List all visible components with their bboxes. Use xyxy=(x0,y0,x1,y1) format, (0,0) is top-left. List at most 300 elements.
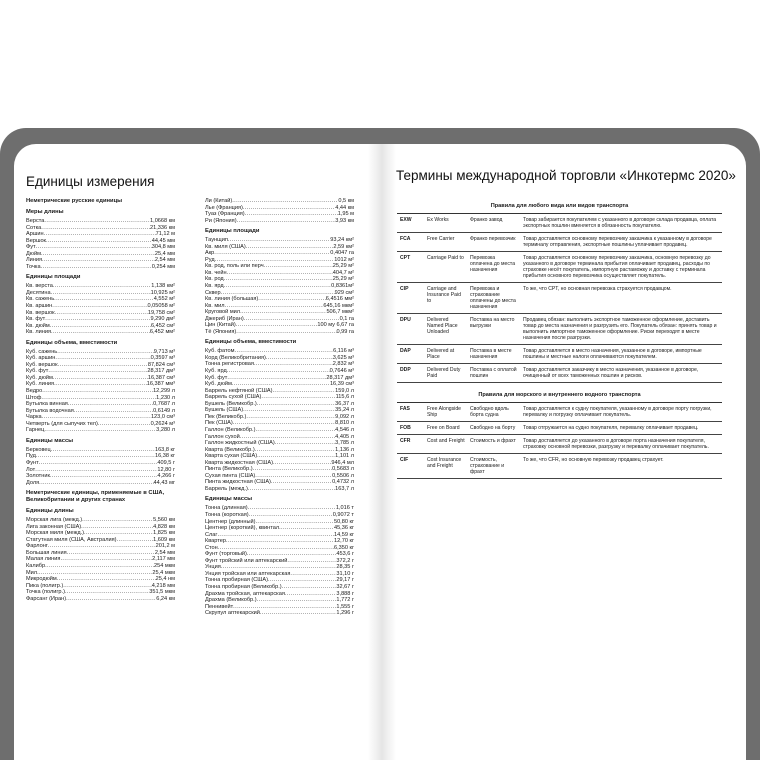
unit-name: Пеннивейт xyxy=(205,603,234,610)
incoterm-row xyxy=(397,233,722,252)
unit-name: Бутылка водочная xyxy=(26,407,74,414)
unit-name: Бушель (США) xyxy=(205,407,244,414)
unit-name: Куб. фатом xyxy=(205,348,235,355)
unit-value: 0,05058 м² xyxy=(147,303,175,310)
unit-value: 929 см² xyxy=(334,289,354,296)
unit-value: 2,54 мм xyxy=(154,549,175,556)
dot-leader xyxy=(260,610,337,617)
units-column-2 xyxy=(205,198,354,617)
unit-name: Куб. дюйм xyxy=(205,381,232,388)
incoterm-description: Товар доставляется основному перевозчику заказчика к указанному в договоре терминалу отправления, экспортные пошлины уплачивает продавец. xyxy=(523,236,712,248)
unit-name: Фунт тройский или аптекарский xyxy=(205,557,288,564)
incoterm-russian-name: Свободно на борту xyxy=(470,425,516,431)
unit-value: 6,350 кг xyxy=(333,544,354,551)
incoterm-russian-name: Франко перевозчик xyxy=(470,236,516,242)
unit-name: Кв. род xyxy=(205,276,224,283)
unit-name: Кв. ярд xyxy=(205,283,224,290)
unit-name: Кварта жидкостная (США) xyxy=(205,459,273,466)
unit-value: 0,5506 л xyxy=(332,472,354,479)
incoterms-group-heading: Правила для морского и внутреннего водного транспорта xyxy=(397,389,722,403)
unit-value: 304,8 мм xyxy=(151,244,175,251)
unit-value: 4,552 м² xyxy=(153,296,175,303)
unit-name: Четверть (для сыпучих тел) xyxy=(26,420,98,427)
subsection-heading: Единицы массы xyxy=(205,496,253,503)
unit-value: 2,54 мм xyxy=(154,257,175,264)
unit-name: Тонна пробирная (Великобр.) xyxy=(205,583,282,590)
incoterm-row xyxy=(397,364,722,383)
unit-value: 44,45 мм xyxy=(151,237,175,244)
subsection-heading: Единицы массы xyxy=(26,437,74,444)
unit-value: 0,4732 л xyxy=(332,479,354,486)
unit-name: Центнер (короткий), квинтал xyxy=(205,525,280,532)
unit-value: 3,625 м³ xyxy=(332,354,354,361)
unit-value: 4,218 мм xyxy=(151,582,175,589)
incoterm-english-name: Delivered at Place xyxy=(427,348,455,360)
unit-row xyxy=(26,596,175,603)
unit-value: 28,317 дм³ xyxy=(326,374,354,381)
unit-name: Сухая пинта (США) xyxy=(205,472,256,479)
unit-name: Фарсанг (Иран) xyxy=(26,595,67,602)
unit-name: Таунщип xyxy=(205,237,228,244)
unit-value: 0,4047 га xyxy=(330,250,354,257)
unit-value: 506,7 мкм² xyxy=(326,309,354,316)
unit-name: Туаз (Франция) xyxy=(205,211,245,218)
unit-name: Скрупул аптекарский xyxy=(205,610,260,617)
unit-value: 254 мкм xyxy=(153,562,175,569)
unit-value: 201,2 м xyxy=(155,543,175,550)
unit-name: Слаг xyxy=(205,531,218,538)
unit-value: 1,230 л xyxy=(156,394,175,401)
subsection-heading: Меры длины xyxy=(26,209,64,215)
incoterm-description: Товар отгружается на судно покупателя, перевалку оплачивает продавец. xyxy=(523,425,699,431)
unit-value: 0,9072 т xyxy=(332,511,354,518)
incoterm-code: CIP xyxy=(400,286,409,292)
units-column-1 xyxy=(26,198,175,602)
dot-leader xyxy=(51,329,150,336)
incoterm-description: Товар доставляется в место назначения, указанное в договоре, импортные пошлины и местные налоги оплачиваются покупателем. xyxy=(523,348,702,360)
unit-row xyxy=(205,486,354,493)
unit-name: Куб. вершок xyxy=(26,361,58,368)
unit-name: Кв. верста xyxy=(26,283,53,290)
unit-value: 2,832 м³ xyxy=(332,361,354,368)
unit-name: Куб. линия xyxy=(26,381,55,388)
unit-value: 1,555 г xyxy=(336,603,354,610)
incoterm-english-name: Carriage and Insurance Paid to xyxy=(427,286,461,304)
unit-name: Кв. род, поль или перч xyxy=(205,263,264,270)
incoterm-english-name: Cost and Freight xyxy=(427,438,465,444)
incoterm-code: CFR xyxy=(400,438,411,444)
unit-value: 404,7 м² xyxy=(332,269,354,276)
incoterm-code: FAS xyxy=(400,406,410,412)
unit-value: 35,24 л xyxy=(335,407,354,414)
unit-name: Тонна (длинная) xyxy=(205,505,248,512)
unit-name: Сквер xyxy=(205,289,221,296)
unit-value: 4,266 г xyxy=(157,473,175,480)
unit-name: Фарлонг xyxy=(26,543,48,550)
unit-value: 2,117 мм xyxy=(152,556,175,563)
unit-name: Корд (Великобритания) xyxy=(205,354,266,361)
unit-name: Галлон жидкостный (США) xyxy=(205,440,275,447)
unit-name: Цин (Китай) xyxy=(205,322,236,329)
unit-name: Кв. линия xyxy=(26,329,51,336)
unit-value: 16,387 мм³ xyxy=(146,381,175,388)
unit-name: Лье (Франция) xyxy=(205,204,243,211)
unit-value: 3,888 г xyxy=(336,590,354,597)
incoterm-russian-name: Свободно вдоль борта судна xyxy=(470,406,509,418)
unit-value: 1,609 км xyxy=(153,536,175,543)
unit-value: 2,59 км² xyxy=(333,243,354,250)
unit-name: Куб. аршин xyxy=(26,355,56,362)
unit-name: Ведро xyxy=(26,388,43,395)
unit-name: Фут xyxy=(26,244,36,251)
incoterm-row xyxy=(397,454,722,479)
unit-value: 71,12 м xyxy=(155,231,175,238)
unit-name: Стон xyxy=(205,544,218,551)
unit-value: 0,7646 м³ xyxy=(329,368,354,375)
unit-name: Галлон сухой xyxy=(205,433,240,440)
incoterm-row xyxy=(397,314,722,345)
unit-name: Кв. чейн xyxy=(205,269,227,276)
incoterms-table xyxy=(397,200,722,479)
unit-value: 5,560 км xyxy=(153,517,175,524)
unit-value: 25,29 м² xyxy=(332,276,354,283)
incoterm-russian-name: Перевозка и страхование оплачены до места назначения xyxy=(470,286,516,310)
unit-row xyxy=(26,329,175,336)
unit-value: 6,24 км xyxy=(156,595,175,602)
unit-name: Джериб (Иран) xyxy=(205,315,244,322)
unit-name: Большая линия xyxy=(26,549,67,556)
unit-value: 453,6 г xyxy=(336,551,354,558)
unit-value: 6,452 мм² xyxy=(149,329,175,336)
unit-value: 36,37 л xyxy=(335,400,354,407)
incoterm-code: DAP xyxy=(400,348,411,354)
incoterm-russian-name: Франко завод xyxy=(470,217,503,223)
unit-value: 28,317 дм³ xyxy=(147,368,175,375)
incoterms-page-title: Термины международной торговли «Инкотермс 2020» xyxy=(396,168,736,183)
unit-row xyxy=(26,480,175,487)
unit-name: Баррель (межд.) xyxy=(205,485,248,492)
unit-value: 1,296 г xyxy=(336,610,354,617)
unit-value: 25,4 нм xyxy=(155,576,175,583)
unit-name: Руд xyxy=(205,256,215,263)
unit-value: 19,758 см² xyxy=(147,309,175,316)
unit-value: 32,67 г xyxy=(336,583,354,590)
unit-value: 0,1 га xyxy=(339,315,354,322)
unit-value: 50,80 кг xyxy=(333,518,354,525)
dot-leader xyxy=(248,486,335,493)
unit-value: 123,0 см³ xyxy=(150,414,175,421)
unit-name: Малая линия xyxy=(26,556,61,563)
unit-name: Куб. ярд xyxy=(205,368,227,375)
unit-name: Тонна регистровая xyxy=(205,361,254,368)
unit-value: 45,36 кг xyxy=(333,525,354,532)
unit-name: Центнер (длинный) xyxy=(205,518,256,525)
unit-name: Куб. дюйм xyxy=(26,374,53,381)
unit-name: Дюйм xyxy=(26,250,41,257)
subsection-heading: Единицы объема, вместимости xyxy=(26,339,118,346)
unit-name: Линия xyxy=(26,257,43,264)
incoterm-russian-name: Поставка на место выгрузки xyxy=(470,317,515,329)
unit-name: Куб. фут xyxy=(205,374,228,381)
unit-value: 1,95 м xyxy=(337,211,354,218)
unit-value: 163,7 л xyxy=(335,485,354,492)
unit-value: 6,452 см² xyxy=(150,322,175,329)
unit-row xyxy=(205,329,354,336)
unit-value: 12,70 кг xyxy=(333,538,354,545)
incoterm-code: FCA xyxy=(400,236,411,242)
unit-value: 29,17 г xyxy=(336,577,354,584)
unit-name: Аршин xyxy=(26,231,44,238)
unit-name: Баррель нефтяной (США) xyxy=(205,387,273,394)
incoterm-code: EXW xyxy=(400,217,412,223)
unit-name: Кв. сажень xyxy=(26,296,55,303)
unit-value: 351,5 мкм xyxy=(149,589,175,596)
unit-value: 645,16 мкм² xyxy=(323,302,354,309)
unit-name: Золотник xyxy=(26,473,50,480)
unit-value: 1,0668 км xyxy=(150,218,175,224)
unit-value: 409,5 г xyxy=(157,459,175,466)
incoterm-description: Продавец обязан: выполнить экспортное таможенное оформление, доставить товар до места назначения и разгрузить его. Покупатель обязан: принять товар и выполнить импортное таможенное оформление. Риски переходят в месте назначения после разгрузки. xyxy=(523,317,717,341)
unit-name: Кв. мил xyxy=(205,302,225,309)
section-heading: Неметрические единицы, применяемые в США, Великобритании и других странах xyxy=(26,490,165,504)
unit-value: 4,828 км xyxy=(153,523,175,530)
unit-value: 16,38 кг xyxy=(154,453,175,460)
unit-value: 8,810 л xyxy=(335,420,354,427)
unit-name: Тонна (короткая) xyxy=(205,511,249,518)
unit-name: Баррель сухой (США) xyxy=(205,394,262,401)
unit-value: 12,80 г xyxy=(157,466,175,473)
subsection-heading: Единицы длины xyxy=(26,508,74,515)
unit-name: Пинта (Великобр.) xyxy=(205,466,253,473)
dot-leader xyxy=(236,329,336,336)
unit-name: Микродюйм xyxy=(26,576,57,583)
section-heading: Неметрические русские единицы xyxy=(26,198,123,204)
incoterm-english-name: Cost Insurance and Freight xyxy=(427,457,462,469)
unit-value: 100 му 6,67 га xyxy=(317,322,354,329)
unit-value: 1,825 км xyxy=(153,530,175,537)
unit-name: Штоф xyxy=(26,394,42,401)
dot-leader xyxy=(41,264,152,271)
unit-row xyxy=(205,610,354,617)
unit-name: Кв. миля (США) xyxy=(205,243,246,250)
unit-value: 0,254 мм xyxy=(151,263,175,270)
incoterm-english-name: Free Carrier xyxy=(427,236,455,242)
incoterm-description: Товар доставляется заказчику в место назначения, указанное в договоре, очищенный от всех таможенных пошлин и рисков. xyxy=(523,367,699,379)
unit-name: Вершок xyxy=(26,237,46,244)
unit-value: 1012 м² xyxy=(334,256,354,263)
unit-name: Фунт xyxy=(26,459,39,466)
unit-name: Тонна пробирная (США) xyxy=(205,577,269,584)
incoterm-russian-name: Стоимость, страхование и фрахт xyxy=(470,457,505,475)
unit-value: 115,6 л xyxy=(335,394,354,401)
incoterm-description: Товар доставляется основному перевозчику заказчика, основную перевозку до указанного в договоре терминала прибытия оплачивает продавец, расходы по страховке несёт покупатель, импортную растаможку и доставку с терминала прибытия основного перевозчика осуществляет покупатель. xyxy=(523,255,711,279)
incoterm-english-name: Ex Works xyxy=(427,217,449,223)
incoterm-description: Товар доставляется к судну покупателя, указанному в договоре порту погрузки, перевалку и погрузку оплачивает покупатель. xyxy=(523,406,712,418)
unit-value: 946,4 мл xyxy=(331,459,354,466)
unit-name: Мил xyxy=(26,569,38,576)
unit-name: Чарка xyxy=(26,414,42,421)
left-page xyxy=(14,144,382,760)
subsection-heading: Единицы площади xyxy=(205,228,260,235)
incoterm-code: CPT xyxy=(400,255,411,261)
unit-value: 4,405 л xyxy=(335,433,354,440)
unit-value: 21,336 км xyxy=(150,224,175,231)
incoterms-group-sea-transport xyxy=(397,403,722,479)
unit-name: Кварта сухая (США) xyxy=(205,453,258,460)
unit-name: Пика (полигр.) xyxy=(26,582,64,589)
unit-name: Пек (Великобр.) xyxy=(205,413,247,420)
unit-value: 14,59 кг xyxy=(333,531,354,538)
unit-value: 159,0 л xyxy=(335,387,354,394)
incoterm-row xyxy=(397,422,722,435)
unit-name: Кв. дюйм xyxy=(26,322,50,329)
unit-value: 1,016 т xyxy=(335,505,354,512)
unit-value: 0,99 га xyxy=(336,328,354,335)
unit-value: 0,8361м² xyxy=(331,283,354,290)
unit-name: Квартер xyxy=(205,538,226,545)
unit-name: Унция xyxy=(205,564,221,571)
unit-value: 16,387 см³ xyxy=(147,374,175,381)
unit-name: Точка xyxy=(26,263,41,270)
unit-name: Пек (США) xyxy=(205,420,233,427)
unit-value: 4,44 км xyxy=(335,204,354,211)
unit-name: Круговой мил xyxy=(205,309,241,316)
unit-name: Сотка xyxy=(26,224,42,231)
incoterm-english-name: Delivered Duty Paid xyxy=(427,367,461,379)
unit-value: 3,280 л xyxy=(156,427,175,434)
unit-row xyxy=(26,427,175,434)
unit-value: 16,39 см³ xyxy=(329,381,354,388)
unit-value: 0,6149 л xyxy=(153,407,175,414)
unit-value: 44,43 мг xyxy=(153,479,175,486)
incoterm-row xyxy=(397,214,722,233)
unit-value: 6,4516 мм² xyxy=(325,296,354,303)
incoterm-description: То же, что CFR, но основную перевозку продавец страхует. xyxy=(523,457,664,463)
unit-name: Кв. вершок xyxy=(26,309,55,316)
incoterm-english-name: Delivered Named Place Unloaded xyxy=(427,317,458,335)
unit-value: 1,101 л xyxy=(335,453,354,460)
unit-name: Берковец xyxy=(26,446,51,453)
unit-value: 31,10 г xyxy=(336,570,354,577)
incoterm-code: FOB xyxy=(400,425,411,431)
unit-name: Фунт (торговый) xyxy=(205,551,247,558)
unit-value: 1,138 км² xyxy=(151,283,175,290)
unit-value: 93,24 км² xyxy=(330,237,354,244)
right-page xyxy=(382,144,746,760)
incoterms-group-heading: Правила для любого вида или видов транспорта xyxy=(397,200,722,214)
incoterm-row xyxy=(397,403,722,422)
incoterm-english-name: Carriage Paid to xyxy=(427,255,464,261)
unit-name: Бутылка винная xyxy=(26,401,68,408)
unit-row xyxy=(26,264,175,271)
unit-value: 9,290 дм² xyxy=(150,316,175,323)
unit-name: Пуд xyxy=(26,453,36,460)
unit-name: Верста xyxy=(26,218,45,224)
unit-name: Драхма тройская, аптекарская xyxy=(205,590,285,597)
unit-name: Ли (Китай) xyxy=(205,198,233,204)
incoterm-description: То же, что CPT, но основная перевозка страхуется продавцом. xyxy=(523,286,672,292)
unit-name: Акр xyxy=(205,250,215,257)
unit-name: Кварта (Великобр.) xyxy=(205,446,255,453)
dot-leader xyxy=(237,218,336,225)
unit-value: 12,299 л xyxy=(153,388,175,395)
unit-value: 25,4 мкм xyxy=(152,569,175,576)
unit-value: 3,785 л xyxy=(335,440,354,447)
incoterms-group-any-transport xyxy=(397,214,722,383)
incoterm-code: DPU xyxy=(400,317,411,323)
unit-name: Точка (полигр.) xyxy=(26,589,65,596)
unit-name: Тё (Япония) xyxy=(205,328,237,335)
unit-name: Галлон (Великобр.) xyxy=(205,426,256,433)
unit-name: Морская лига (межд.) xyxy=(26,517,83,524)
unit-name: Лига законная (США) xyxy=(26,523,82,530)
unit-name: Гарнец xyxy=(26,427,45,434)
unit-name: Лот xyxy=(26,466,36,473)
unit-value: 6,116 м³ xyxy=(333,348,354,355)
unit-value: 0,3597 м³ xyxy=(150,355,175,362)
unit-name: Десятина xyxy=(26,289,51,296)
unit-value: 4,546 л xyxy=(335,426,354,433)
unit-name: Пинта жидкостная (США) xyxy=(205,479,271,486)
incoterm-description: Товар забирается покупателем с указанного в договоре склада продавца, оплата экспортных пошлин вменяется в обязанность покупателю. xyxy=(523,217,717,229)
unit-name: Унция тройская или аптекарская xyxy=(205,570,291,577)
incoterm-english-name: Free on Board xyxy=(427,425,460,431)
unit-name: Куб. фут xyxy=(26,368,49,375)
dot-leader xyxy=(39,480,153,487)
unit-name: Доля xyxy=(26,479,40,486)
unit-name: Морская миля (межд.) xyxy=(26,530,85,537)
incoterm-russian-name: Поставка в месте назначения xyxy=(470,348,512,360)
incoterm-row xyxy=(397,345,722,364)
unit-value: 3,93 км xyxy=(335,217,354,224)
unit-name: Калибр xyxy=(26,562,46,569)
incoterm-row xyxy=(397,252,722,283)
unit-value: 1,772 г xyxy=(336,597,354,604)
dot-leader xyxy=(66,596,156,603)
subsection-heading: Единицы объема, вместимости xyxy=(205,339,297,346)
incoterm-description: Товар доставляется до указанного в договоре порта назначения покупателя, страховку основной перевозки, разгрузку и перевалку оплачивает покупатель. xyxy=(523,438,709,450)
unit-value: 25,29 м² xyxy=(332,263,354,270)
unit-value: 9,713 м³ xyxy=(153,348,175,355)
incoterm-russian-name: Стоимость и фрахт xyxy=(470,438,516,444)
incoterm-english-name: Free Alongside Ship xyxy=(427,406,461,418)
unit-value: 28,35 г xyxy=(336,564,354,571)
incoterm-russian-name: Перевозка оплачена до места назначения xyxy=(470,255,516,273)
unit-value: 10,925 м² xyxy=(150,289,175,296)
unit-name: Куб. сажень xyxy=(26,348,58,355)
dot-leader xyxy=(44,427,156,434)
incoterm-row xyxy=(397,435,722,454)
unit-name: Кв. фут xyxy=(26,316,46,323)
unit-name: Драхма (Великобр.) xyxy=(205,597,257,604)
unit-value: 0,7687 л xyxy=(153,401,175,408)
unit-value: 1,136 л xyxy=(335,446,354,453)
incoterm-code: DDP xyxy=(400,367,411,373)
incoterm-row xyxy=(397,283,722,314)
unit-value: 25,4 мм xyxy=(154,250,175,257)
unit-name: Кв. аршин xyxy=(26,303,53,310)
unit-name: Бушель (Великобр.) xyxy=(205,400,257,407)
unit-row xyxy=(205,218,354,225)
unit-value: 0,2624 м³ xyxy=(150,420,175,427)
unit-value: 0,5 км xyxy=(338,198,354,204)
subsection-heading: Единицы площади xyxy=(26,274,81,281)
unit-name: Кв. линия (большая) xyxy=(205,296,259,303)
unit-value: 0,5683 л xyxy=(332,466,354,473)
units-page-title: Единицы измерения xyxy=(26,174,155,189)
incoterm-code: CIF xyxy=(400,457,409,463)
unit-name: Ри (Япония) xyxy=(205,217,237,224)
